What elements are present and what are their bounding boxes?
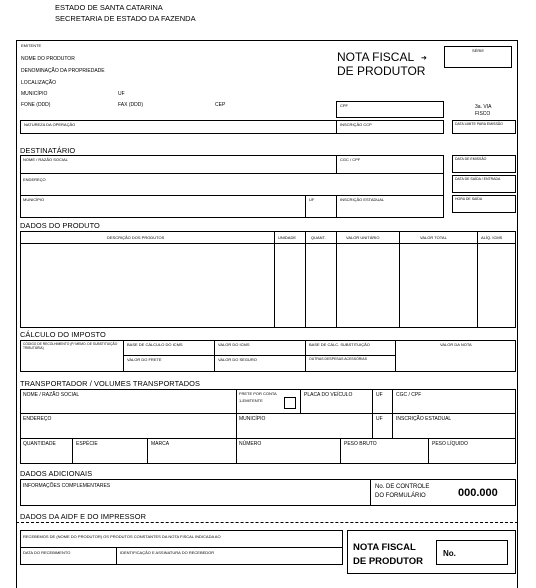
produtos-col-5 [477, 231, 478, 328]
adicionais-vline [370, 479, 371, 506]
controle-label-1: No. DE CONTROLE [375, 484, 430, 490]
frete-sub-label: 1-EMITENTE [239, 398, 263, 403]
data-emissao-label: DATA DE EMISSÃO [455, 157, 487, 161]
canhoto-title-1: NOTA FISCAL [353, 542, 416, 553]
valor-nota-label: VALOR DA NOTA [440, 342, 472, 347]
data-emissao-box [452, 155, 516, 173]
transp-cgc-label: CGC / CPF [396, 392, 422, 398]
transp-nome-label: NOME / RAZÃO SOCIAL [23, 392, 80, 398]
peso-liquido-label: PESO LÍQUIDO [432, 441, 468, 447]
dest-cgc-label: CGC / CPF [340, 157, 361, 162]
produtos-col-2 [305, 231, 306, 328]
cpf-label: CPF [340, 103, 348, 108]
transp-vline-2 [300, 389, 301, 413]
transp-vline-5 [72, 438, 73, 464]
emitente-label: EMITENTE [21, 43, 42, 48]
transp-vline-3 [372, 389, 373, 438]
produtos-col-3 [336, 231, 337, 328]
quantidade-label: QUANTIDADE [23, 441, 56, 447]
peso-bruto-label: PESO BRUTO [344, 441, 377, 447]
fone-label: FONE (DDD) [21, 102, 51, 108]
codigo-recolhimento-label: CÓDIGO DE RECOLHIMENTO (P/ MEMO. DE SUBSTITUIÇÃO TRIBUTÁRIA) [23, 342, 118, 350]
serie-box [444, 46, 512, 68]
numero-label: NÚMERO [239, 441, 262, 447]
controle-value: 000.000 [458, 487, 498, 499]
transp-uf2-label: UF [376, 416, 383, 422]
hora-saida-label: HORA DE SAÍDA [455, 197, 483, 201]
dest-municipio-label: MUNICÍPIO [23, 197, 45, 202]
transp-line-1 [20, 413, 516, 414]
transp-line-2 [20, 438, 516, 439]
dest-vline-3 [336, 195, 337, 218]
transp-endereco-label: ENDEREÇO [23, 416, 52, 422]
recibo-line [20, 547, 343, 548]
imposto-vline-3 [305, 340, 306, 372]
especie-label: ESPÉCIE [76, 441, 98, 447]
emitente-municipio-label: MUNICÍPIO [21, 91, 48, 97]
dest-nome-label: NOME / RAZÃO SOCIAL [23, 157, 68, 162]
transp-vline-1 [236, 389, 237, 464]
produtos-col-4 [399, 231, 400, 328]
hora-saida-box [452, 195, 516, 213]
col-descricao: DESCRIÇÃO DOS PRODUTOS [107, 235, 165, 240]
numero-box [436, 540, 508, 565]
arrow-icon: ➜ [421, 55, 427, 62]
cpf-box [336, 101, 444, 118]
produtos-table [20, 231, 516, 328]
imposto-vline-4 [395, 340, 396, 372]
inscricao-ccp-label: INSCRIÇÃO CCP [340, 122, 372, 127]
transp-vline-8 [428, 438, 429, 464]
destinatario-title: DESTINATÁRIO [20, 146, 76, 155]
data-saida-box [452, 175, 516, 193]
info-complementares-label: INFORMAÇÕES COMPLEMENTARES [23, 483, 111, 489]
cut-line [16, 522, 518, 523]
propriedade-label: DENOMINAÇÃO DA PROPRIEDADE [21, 68, 105, 74]
recibo-vline [116, 547, 117, 565]
cep-label: CEP [215, 102, 226, 108]
valor-seguro-label: VALOR DO SEGURO [218, 357, 257, 362]
transp-municipio-label: MUNICÍPIO [239, 416, 266, 422]
doc-title-line1: NOTA FISCAL [337, 50, 415, 64]
transportador-title: TRANSPORTADOR / VOLUMES TRANSPORTADOS [20, 379, 201, 388]
secretariat-name: SECRETARIA DE ESTADO DA FAZENDA [55, 14, 196, 23]
fisco-label: FISCO [475, 111, 491, 117]
controle-label-2: DO FORMULÁRIO [375, 493, 426, 499]
valor-frete-label: VALOR DO FRETE [127, 357, 162, 362]
frete-checkbox[interactable] [284, 397, 296, 409]
state-name: ESTADO DE SANTA CATARINA [55, 3, 163, 12]
col-valor-total: VALOR TOTAL [420, 235, 447, 240]
produtor-nome-label: NOME DO PRODUTOR [21, 56, 75, 62]
dest-inscricao-label: INSCRIÇÃO ESTADUAL [340, 197, 385, 202]
transportador-box [20, 389, 516, 464]
adicionais-title: DADOS ADICIONAIS [20, 469, 93, 478]
outras-despesas-label: OUTRAS DESPESAS ACESSÓRIAS [309, 357, 367, 361]
data-recebimento-label: DATA DO RECEBIMENTO [23, 550, 71, 555]
aidf-title: DADOS DA AIDF E DO IMPRESSOR [20, 512, 146, 521]
natureza-label: NATUREZA DA OPERAÇÃO [24, 122, 76, 127]
dest-uf-label: UF [309, 197, 315, 202]
fax-label: FAX (DDD) [118, 102, 143, 108]
valor-icms-label: VALOR DO ICMS [218, 342, 250, 347]
data-saida-label: DATA DE SAÍDA / ENTRADA [455, 177, 501, 181]
destinatario-box [20, 155, 444, 218]
dest-vline-2 [305, 195, 306, 218]
imposto-vline-1 [123, 340, 124, 372]
dest-vline-1 [336, 155, 337, 173]
serie-label: SÉRIE [472, 48, 485, 53]
localizacao-label: LOCALIZAÇÃO [21, 80, 57, 86]
transp-vline-7 [340, 438, 341, 464]
transp-uf-label: UF [376, 392, 383, 398]
base-icms-label: BASE DE CÁLCULO DO ICMS [127, 342, 183, 347]
produtos-header-line [20, 243, 516, 244]
dest-line-1 [20, 173, 444, 174]
data-limite-label: DATA LIMITE PARA EMISSÃO [455, 122, 503, 126]
doc-title-line2: DE PRODUTOR [337, 64, 426, 78]
assinatura-label: IDENTIFICAÇÃO E ASSINATURA DO RECEBEDOR [120, 550, 215, 555]
frete-label: FRETE POR CONTA [239, 391, 277, 396]
natureza-box [20, 120, 337, 134]
col-aliq-icms: ALÍQ. ICMS [481, 235, 503, 240]
dest-endereco-label: ENDEREÇO [23, 177, 46, 182]
col-unidade: UNIDADE [278, 235, 297, 240]
produtos-col-1 [274, 231, 275, 328]
transp-inscricao-label: INSCRIÇÃO ESTADUAL [396, 416, 452, 422]
imposto-title: CÁLCULO DO IMPOSTO [20, 330, 106, 339]
transp-vline-6 [147, 438, 148, 464]
imposto-vline-2 [214, 340, 215, 372]
col-valor-unitario: VALOR UNITÁRIO [346, 235, 380, 240]
base-substituicao-label: BASE DE CÁLC. SUBSTITUIÇÃO [309, 342, 370, 347]
canhoto-title-2: DE PRODUTOR [353, 556, 424, 567]
transp-vline-4 [392, 389, 393, 438]
placa-label: PLACA DO VEÍCULO [304, 392, 353, 398]
dest-line-2 [20, 195, 444, 196]
emitente-uf-label: UF [118, 91, 125, 97]
recebemos-label: RECEBEMOS DE (NOME DO PRODUTOR) OS PRODUTOS CONSTANTES DA NOTA FISCAL INDICADA AO [23, 534, 221, 539]
col-quant: QUANT. [311, 235, 326, 240]
produtos-title: DADOS DO PRODUTO [20, 221, 100, 230]
numero-label: No. [443, 549, 456, 558]
inscricao-ccp-box [336, 120, 444, 134]
data-limite-box [452, 120, 516, 134]
marca-label: MARCA [151, 441, 170, 447]
via-label: 3a. VIA [475, 104, 492, 110]
imposto-mid-line [123, 355, 395, 356]
